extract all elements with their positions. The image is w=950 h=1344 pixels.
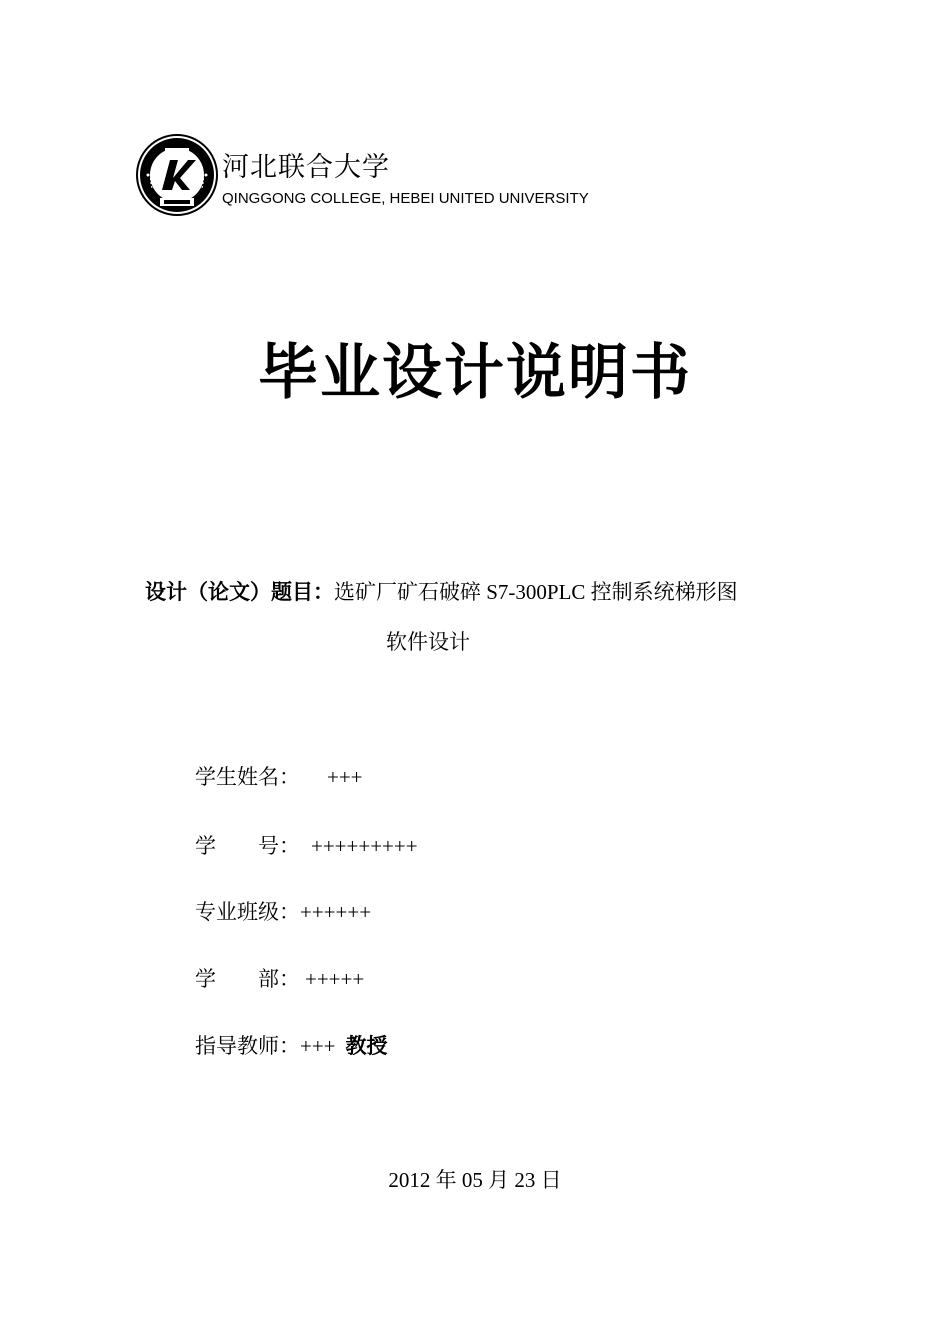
university-name: 河北联合大学 <box>222 152 390 183</box>
class-value: ++++++ <box>300 900 372 924</box>
student-name-label: 学生姓名： <box>195 765 300 789</box>
class-row <box>195 896 371 926</box>
student-name-value: +++ <box>327 765 363 789</box>
department-row <box>195 963 364 993</box>
department-label: 学 部： <box>195 967 300 991</box>
topic-value-line2: 软件设计 <box>386 630 470 654</box>
class-label: 专业班级： <box>195 900 300 924</box>
submission-date: 2012 年 05 月 23 日 <box>388 1168 562 1192</box>
advisor-row <box>195 1030 388 1060</box>
university-seal-icon <box>136 134 218 216</box>
page-title: 毕业设计说明书 <box>258 338 692 408</box>
university-name-en: QINGGONG COLLEGE, HEBEI UNITED UNIVERSITY <box>222 190 589 207</box>
advisor-label: 指导教师： <box>195 1034 300 1058</box>
advisor-title: 教授 <box>345 1034 388 1058</box>
advisor-value: +++ <box>300 1034 336 1058</box>
student-id-label: 学 号： <box>195 834 300 858</box>
topic-label: 设计（论文）题目： <box>145 580 334 604</box>
topic-line <box>145 576 738 606</box>
department-value: +++++ <box>305 967 365 991</box>
student-id-row <box>195 830 418 860</box>
student-name-row <box>195 761 363 791</box>
topic-value-line1: 选矿厂矿石破碎 S7-300PLC 控制系统梯形图 <box>334 580 738 604</box>
student-id-value: +++++++++ <box>311 834 418 858</box>
